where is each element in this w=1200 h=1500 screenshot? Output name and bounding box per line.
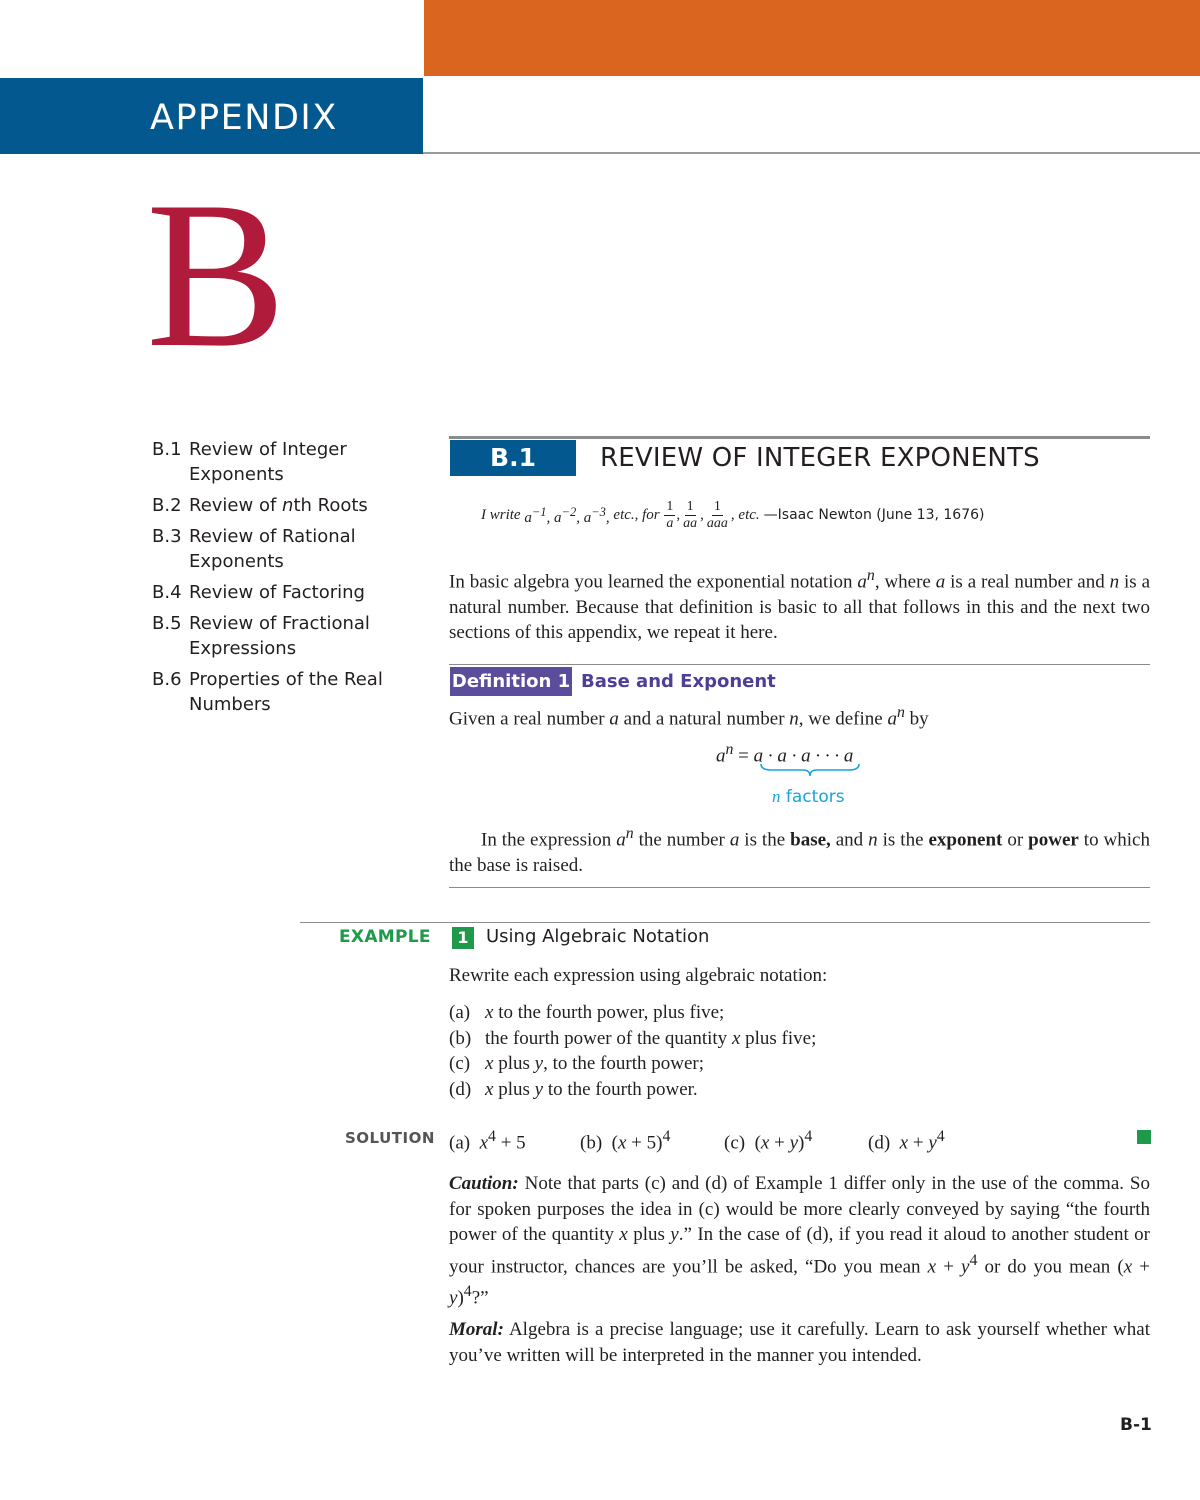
example-part: (b) the fourth power of the quantity x plus five; xyxy=(449,1027,817,1049)
example-rule xyxy=(300,922,1150,923)
page-number: B-1 xyxy=(1120,1415,1152,1435)
quote-tail: etc. xyxy=(738,507,760,523)
section-title: REVIEW OF INTEGER EXPONENTS xyxy=(600,443,1040,473)
solution-part-c: (c) $(x + y)^4$ xyxy=(724,1128,813,1154)
underbrace-icon xyxy=(759,762,861,778)
toc-item[interactable] xyxy=(152,580,402,605)
toc-title-part: Review of xyxy=(189,495,283,516)
toc-item-title: Properties of the Real Numbers xyxy=(189,669,383,715)
example-part: (c) x plus y, to the fourth power; xyxy=(449,1053,704,1074)
toc-item-title: Review of Integer Exponents xyxy=(189,439,347,485)
solution-part-b: (b) $(x + 5)^4$ xyxy=(580,1128,671,1154)
quote-mid: etc., for xyxy=(613,507,660,523)
solution-part-a: (a) $x^4 + 5$ xyxy=(449,1128,526,1154)
section-rule xyxy=(449,436,1150,439)
example-part: (a) x to the fourth power, plus five; xyxy=(449,1002,725,1023)
quote-fraction: $\frac{1}{aa}$ xyxy=(683,498,698,531)
quote-power: $a^{-1}$, $a^{-2}$, $a^{-3}$, xyxy=(524,505,610,526)
section-number-badge: B.1 xyxy=(450,440,576,476)
quote-fraction: $\frac{1}{\text{aaa}}$ xyxy=(706,498,728,531)
definition-rule-top xyxy=(449,664,1150,665)
solution-part-d: (d) $x + y^4$ xyxy=(868,1128,945,1154)
definition-badge: Definition 1 xyxy=(450,667,572,696)
toc-item-title: Review of Rational Exponents xyxy=(189,526,356,572)
toc-item-title: Review of Fractional Expressions xyxy=(189,613,370,659)
toc-item-number: B.2 xyxy=(152,495,182,516)
example-label: EXAMPLE xyxy=(339,927,431,947)
header-orange-band xyxy=(424,0,1200,76)
end-of-solution-square-icon xyxy=(1137,1130,1151,1144)
definition-body: Given a real number a and a natural number n, we define $a^n$ by xyxy=(449,704,929,730)
caution-label: Caution: xyxy=(449,1173,519,1194)
toc-item[interactable] xyxy=(152,493,402,518)
quote-lead: I write xyxy=(481,507,521,523)
example-title: Using Algebraic Notation xyxy=(486,926,710,947)
toc-item-number: B.5 xyxy=(152,613,182,634)
caution-paragraph: Caution: Note that parts (c) and (d) of Example 1 differ only in the use of the comma. So for spoken purposes the idea in (c) would be more clearly conveyed by saying “the fourth power of the quantity x plus y.” In the case of (d), if you read it aloud to another student or your instructor, chances are you’ll be asked, “Do you mean $x + y^4$ or do you mean $(x + y)^4$?” xyxy=(449,1173,1150,1309)
epigraph-quote: I write $a^{-1}$, $a^{-2}$, $a^{-3}$, etc., for $\frac{1}{a}$ , $\frac{1}{aa}$ , $\frac{1}{\text{aaa}}$ , etc. —Isaac Newton (June 13, 1676) xyxy=(481,490,985,540)
solution-label: SOLUTION xyxy=(345,1129,435,1147)
header-rule xyxy=(423,152,1200,154)
toc-item-number: B.1 xyxy=(152,439,182,460)
toc-title-part: th Roots xyxy=(293,495,368,516)
definition-title: Base and Exponent xyxy=(581,671,776,692)
example-part: (d) x plus y to the fourth power. xyxy=(449,1078,698,1100)
equation-rhs: a · a · a · · · a xyxy=(753,745,854,767)
definition-rule-bottom xyxy=(449,887,1150,888)
toc-item-number: B.3 xyxy=(152,526,182,547)
table-of-contents xyxy=(152,437,402,723)
toc-title-variable: n xyxy=(282,495,294,516)
appendix-letter: B xyxy=(146,159,287,391)
appendix-label: APPENDIX xyxy=(150,98,338,138)
quote-attribution: —Isaac Newton (June 13, 1676) xyxy=(763,507,985,523)
example-parts xyxy=(449,1000,1150,1102)
intro-paragraph: In basic algebra you learned the exponential notation $a^n$, where a is a real number and n is a natural number. Because that definition is basic to all that follows in this and the next two sections of this appendix, we repeat it here. xyxy=(449,567,1151,644)
quote-fraction: $\frac{1}{a}$ xyxy=(666,498,674,531)
moral-paragraph: Moral: Algebra is a precise language; use it carefully. Learn to ask yourself whether what you’ve written will be interpreted in the manner you intended. xyxy=(449,1319,1150,1366)
toc-item-title: Review of Factoring xyxy=(189,582,365,603)
toc-item-number: B.6 xyxy=(152,669,182,690)
toc-item-number: B.4 xyxy=(152,582,182,603)
toc-item[interactable] xyxy=(152,667,402,717)
toc-item-title xyxy=(189,493,402,518)
toc-item[interactable] xyxy=(152,524,402,574)
moral-label: Moral: xyxy=(449,1319,504,1340)
definition-note: In the expression $a^n$ the number a is the base, and n is the exponent or power to which the base is raised. xyxy=(449,825,1150,876)
example-number-badge: 1 xyxy=(452,927,474,949)
toc-item[interactable] xyxy=(152,437,402,487)
example-intro: Rewrite each expression using algebraic notation: xyxy=(449,965,828,986)
brace-label: n factors xyxy=(772,787,845,807)
definition-equation: $a^n = a \cdot a \cdot a$ · · · a xyxy=(716,741,854,767)
toc-item[interactable] xyxy=(152,611,402,661)
